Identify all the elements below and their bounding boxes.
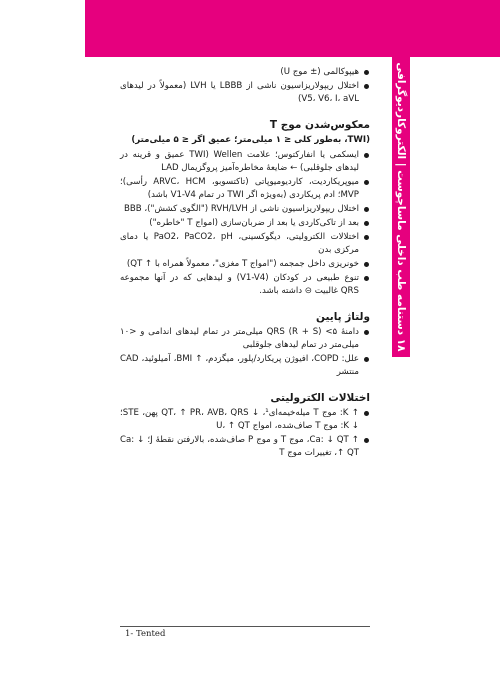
chapter-side-tab [392,57,410,357]
list-item: هیپوکالمی (± موج U) [120,66,370,79]
section-title-electrolytes: اختلالات الکترولیتی [270,392,370,404]
list-item: ↑ K: موج T میله‌خیمه‌ای¹، ↓ QT، ↑ PR، AVB، QRS پهن، STE؛ ↓ K: موج T صاف‌شده، امواج U، ↑ QT [120,407,370,433]
section-title-low-voltage: ولتاژ پایین [316,311,370,323]
list-item: ↑ Ca: ↓ QT، موج T و موج P صاف‌شده، بالارفتن نقطهٔ J؛ ↓ Ca: ↑ QT، تغییرات موج T [120,434,370,460]
list-item: بعد از تاکی‌کاردی یا بعد از ضربان‌سازی (امواج T "خاطره") [120,217,370,230]
section-title-t-inversion: معکوس‌شدن موج T [269,119,370,131]
section-subtitle-t-inversion: (TWI، به‌طور کلی ≤ ۱ میلی‌متر؛ عمیق اگر ≤ ۵ میلی‌متر) [131,135,370,145]
list-item: ایسکمی یا انفارکتوس؛ علامت Wellen (TWI عمیق و قرینه در لیدهای جلوقلبی) ← ضایعهٔ مخاطره‌آمیز پروگزیمال LAD [120,149,370,175]
list-item: اختلالات الکترولیتی، دیگوکسینی، PaO2، PaCO2، pH یا دمای مرکزی بدن [120,231,370,257]
list-item: تنوع طبیعی در کودکان (V1-V4) و لیدهایی که در آنها مجموعه QRS غالبیت ⊝ داشته باشد. [120,272,370,298]
footnote-divider [120,626,370,627]
footnote: 1- Tented [125,629,166,639]
list-item: دامنهٔ QRS (R + S) <۵ میلی‌متر در تمام لیدهای اندامی و <۱۰ میلی‌متر در تمام لیدهای جلوقلبی [120,326,370,352]
list-item: اختلال ریپولاریزاسیون ناشی از LBBB یا LVH (معمولاً در لیدهای V5، V6، I، aVL) [120,80,370,106]
list-item: میوپریکاردیت، کاردیومیوپاتی (تاکتسوبو، ARVC، HCM رأسی)؛ MVP؛ ادم پریکاردی (به‌ویژه اگر TWI در تمام V1-V4 باشد) [120,176,370,202]
chapter-side-tab-label: ۱۸ دستنامه طب داخلی ماساچوست | الکتروکاردیوگرافی [395,62,407,352]
list-item: علل: COPD، افیوژن پریکارد/پلور، میگزدم، ↑ BMI، آمیلوئید، CAD منتشر [120,353,370,379]
page-content [120,66,370,461]
list-item: خونریزی داخل جمجمه ("امواج T مغزی"، معمولاً همراه با ↑ QT) [120,258,370,271]
list-item: اختلال ریپولاریزاسیون ناشی از RVH/LVH ("الگوی کشش")، BBB [120,203,370,216]
header-color-band [85,0,500,57]
